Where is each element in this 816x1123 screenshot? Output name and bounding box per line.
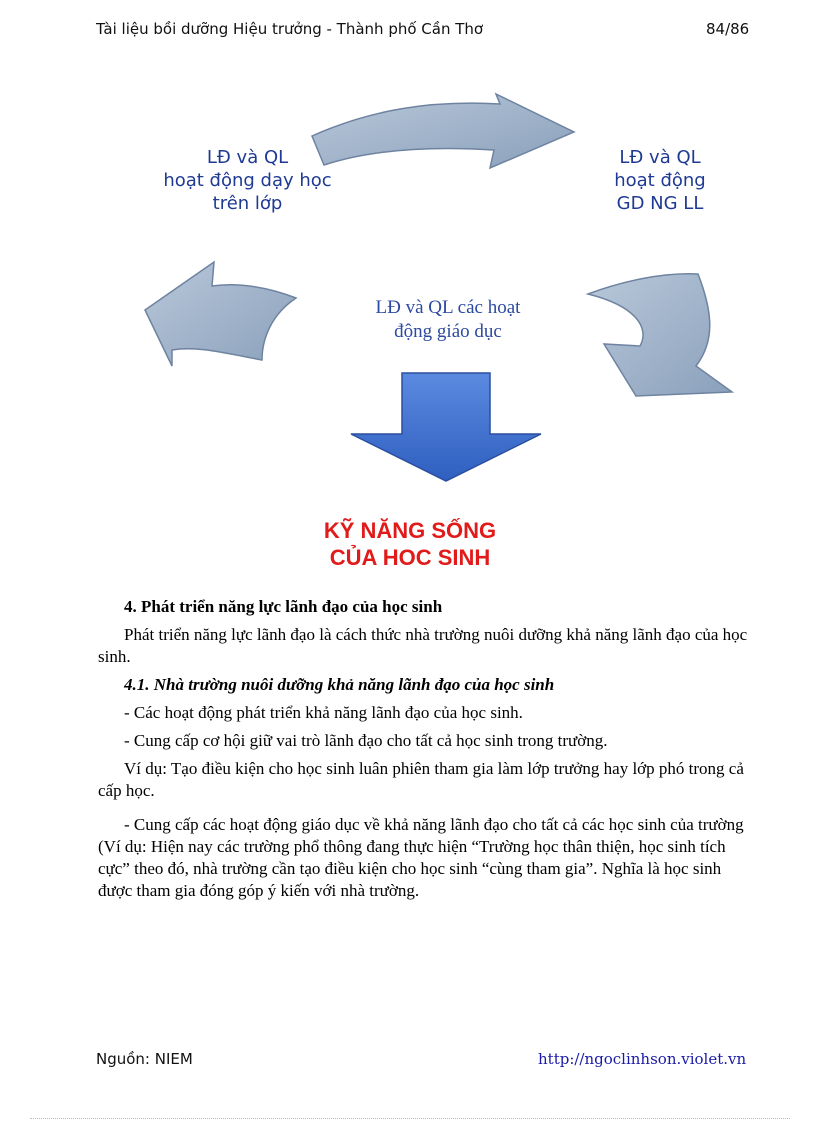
footer-url-link[interactable]: http://ngoclinhson.violet.vn — [538, 1050, 747, 1068]
label-center-line-2: động giáo dục — [394, 321, 502, 342]
down-arrow — [351, 373, 541, 481]
top-curved-arrow — [312, 94, 574, 168]
subsection-heading-4-1: 4.1. Nhà trường nuôi dưỡng khả năng lãnh đạo của học sinh — [124, 675, 555, 694]
label-right-line-3: GD NG LL — [616, 193, 704, 214]
label-center — [340, 296, 556, 344]
label-left-line-1: LĐ và QL — [206, 147, 289, 168]
label-right-line-2: hoạt động — [614, 170, 706, 191]
life-skills-result — [230, 517, 590, 571]
label-center-line-1: LĐ và QL các hoạt — [375, 297, 521, 318]
header-title: Tài liệu bồi dưỡng Hiệu trưởng - Thành phố Cần Thơ — [96, 20, 484, 38]
result-line-1: KỸ NĂNG SỐNG — [323, 518, 497, 543]
left-curved-arrow — [145, 262, 296, 366]
bullet-opportunities: - Cung cấp cơ hội giữ vai trò lãnh đạo cho tất cả học sinh trong trường. — [124, 731, 608, 750]
paragraph-intro: Phát triển năng lực lãnh đạo là cách thức nhà trường nuôi dưỡng khả năng lãnh đạo của học sinh. — [98, 625, 748, 666]
paragraph-example: Ví dụ: Tạo điều kiện cho học sinh luân phiên tham gia làm lớp trưởng hay lớp phó trong cả cấp học. — [98, 759, 744, 800]
label-left — [150, 146, 345, 215]
document-body — [98, 596, 758, 902]
label-right-line-1: LĐ và QL — [619, 147, 701, 168]
bullet-education-activities: - Cung cấp các hoạt động giáo dục về khả năng lãnh đạo cho tất cả các học sinh của trường (Ví dụ: Hiện nay các trường phổ thông đang thực hiện “Trường học thân thiện, học sinh tích cực” theo đó, nhà trường cần tạo điều kiện cho học sinh “cùng tham gia”. Nghĩa là học sinh được tham gia đóng góp ý kiến với nhà trường. — [98, 815, 744, 900]
page-bottom-divider — [30, 1118, 790, 1119]
footer-source: Nguồn: NIEM — [96, 1050, 193, 1068]
result-line-2: CỦA HOC SINH — [329, 545, 491, 570]
label-left-line-2: hoạt động dạy học — [163, 170, 332, 191]
right-curved-arrow — [588, 274, 732, 396]
page-number: 84/86 — [706, 20, 750, 38]
bullet-activities: - Các hoạt động phát triển khả năng lãnh đạo của học sinh. — [124, 703, 523, 722]
section-heading-4: 4. Phát triển năng lực lãnh đạo của học sinh — [124, 597, 443, 616]
label-left-line-3: trên lớp — [212, 193, 283, 214]
label-right — [594, 146, 726, 215]
